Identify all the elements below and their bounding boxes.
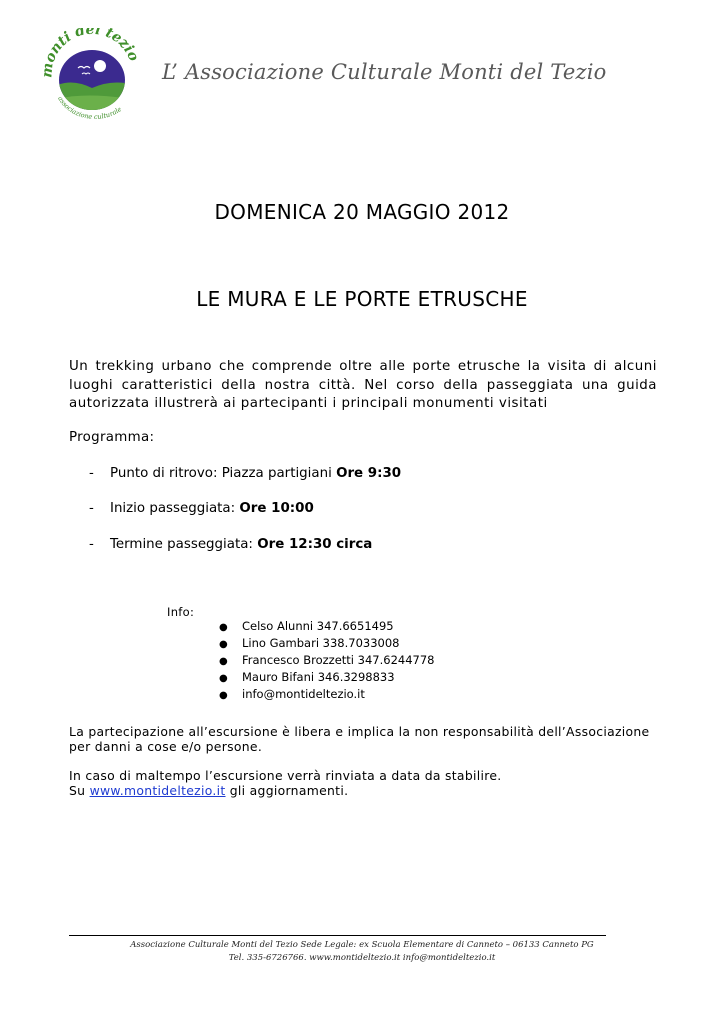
bullet-icon: ●: [219, 622, 228, 633]
program-item: [89, 466, 401, 481]
dash-bullet: -: [89, 501, 94, 516]
logo-text-bottom: associazione culturale: [56, 95, 124, 121]
weather-note: In caso di maltempo l’escursione verrà rinviata a data da stabilire.: [69, 768, 502, 783]
footer-divider: [69, 935, 606, 936]
event-description: Un trekking urbano che comprende oltre alle porte etrusche la visita di alcuni luoghi caratteristici della nostra città. Nel corso della passeggiata una guida autorizzata illustrerà ai partecipanti i principali monumenti visitati: [69, 359, 657, 411]
program-item-text: Termine passeggiata:: [110, 537, 258, 552]
contact-item: ● Mauro Bifani 346.3298833: [219, 669, 435, 686]
footer-address: Associazione Culturale Monti del Tezio Sede Legale: ex Scuola Elementare di Canneto – 06133 Canneto PG: [130, 940, 594, 950]
program-item-time: Ore 9:30: [336, 466, 402, 481]
bullet-icon: ●: [219, 690, 228, 701]
program-label: Programma:: [69, 430, 155, 445]
bullet-icon: ●: [219, 656, 228, 667]
dash-bullet: -: [89, 537, 94, 552]
logo-text-top: monti del tezio: [39, 28, 142, 79]
event-date: DOMENICA 20 MAGGIO 2012: [214, 200, 510, 224]
info-label: Info:: [167, 605, 195, 619]
participation-note: La partecipazione all’escursione è libera e implica la non responsabilità dell’Associazione per danni a cose e/o persone.: [69, 724, 650, 755]
contact-item: ● info@montideltezio.it: [219, 686, 435, 703]
association-logo: [38, 28, 146, 128]
program-item-time: Ore 10:00: [239, 501, 314, 516]
contact-item: ● Celso Alunni 347.6651495: [219, 618, 435, 635]
event-title: LE MURA E LE PORTE ETRUSCHE: [196, 287, 528, 311]
bullet-icon: ●: [219, 639, 228, 650]
contact-list: [219, 618, 435, 703]
dash-bullet: -: [89, 466, 94, 481]
website-link[interactable]: www.montideltezio.it: [89, 783, 226, 798]
logo-graphic: [38, 28, 146, 128]
logo-sun-icon: [94, 60, 106, 72]
footer-contacts: Tel. 335-6726766. www.montideltezio.it info@montideltezio.it: [228, 953, 496, 963]
program-item-text: Punto di ritrovo: Piazza partigiani: [110, 466, 337, 481]
program-item-text: Inizio passeggiata:: [110, 501, 240, 516]
contact-item: ● Francesco Brozzetti 347.6244778: [219, 652, 435, 669]
contact-item: ● Lino Gambari 338.7033008: [219, 635, 435, 652]
association-title: L’ Associazione Culturale Monti del Tezio: [162, 60, 607, 84]
bullet-icon: ●: [219, 673, 228, 684]
program-item: [89, 537, 372, 552]
updates-note: Su www.montideltezio.it gli aggiornamenti.: [69, 783, 349, 798]
program-item: [89, 501, 314, 516]
program-item-time: Ore 12:30 circa: [257, 537, 373, 552]
